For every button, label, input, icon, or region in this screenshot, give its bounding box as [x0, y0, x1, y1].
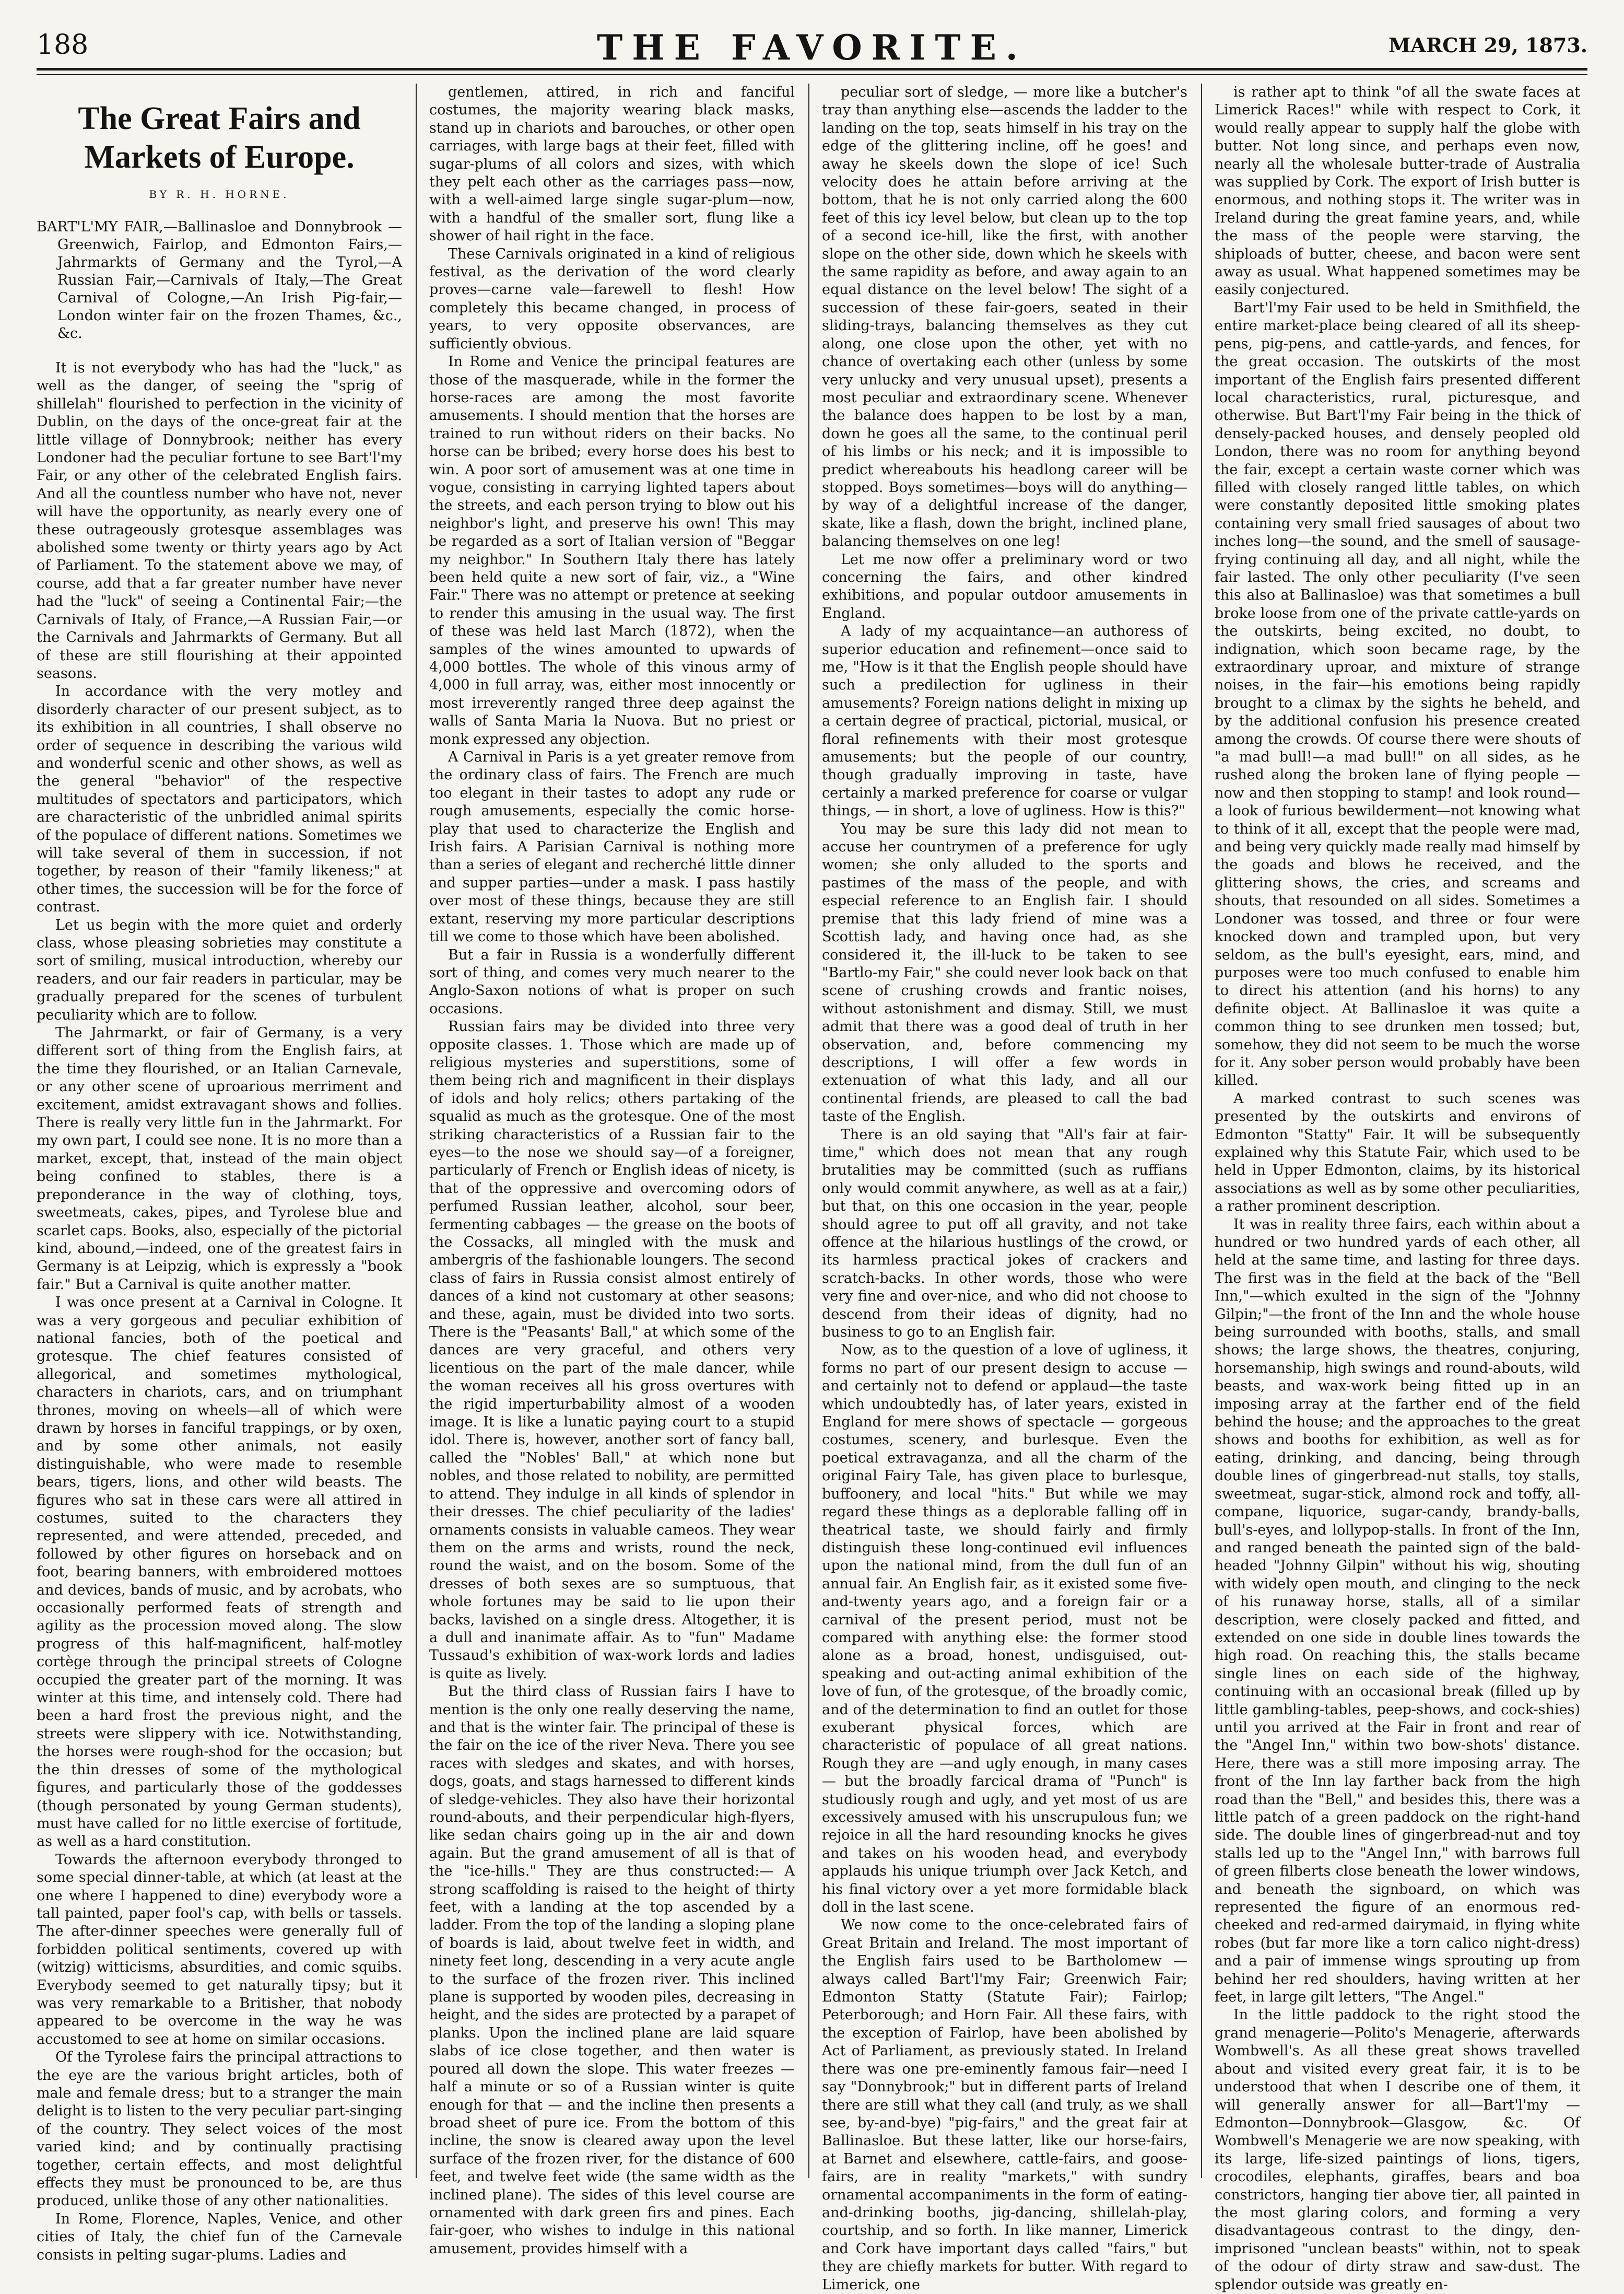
paragraph: I was once present at a Carnival in Cologne. It was a very gorgeous and peculiar exhibition of national fancies, both of the poetical and grotesque. The chief features consisted of allegorical, and sometimes mythological, characters in chariots, cars, and on triumphant thrones, moving on wheels—all of which were drawn by horses in fanciful trappings, or by oxen, and by some other animals, not easily distinguishable, who were made to resemble bears, tigers, lions, and other wild beasts. The figures who sat in these cars were all attired in costumes, suited to the characters they represented, and were attended, preceded, and followed by other figures on horseback and on foot, bearing banners, with embroidered mottoes and devices, bands of music, and by acrobats, who occasionally performed feats of strength and agility as the procession moved along. The slow progress of this half-magnificent, half-motley cortège through the principal streets of Cologne occupied the greater part of the morning. It was winter at this time, and intensely cold. There had been a hard frost the previous night, and the streets were slippery with ice. Notwithstanding, the horses were rough-shod for the occasion; but the thin dresses of some of the mythological figures, and particularly those of the goddesses (though personated by young German students), must have called for no little exercise of fortitude, as well as a hard constitution. — [37, 1294, 402, 1850]
paragraph: gentlemen, attired, in rich and fanciful costumes, the majority wearing black masks, stand up in chariots and barouches, or other open carriages, with large bags at their feet, filled with sugar-plums of all colors and sizes, with which they pelt each other as the carriages pass—now, with a well-aimed large single sugar-plum—now, with a handful of the smaller sort, flung like a shower of hail right in the face. — [429, 84, 795, 244]
paragraph: Towards the afternoon everybody thronged to some special dinner-table, at which (at least at the one where I happened to dine) everybody wore a tall painted, paper fool's cap, with bells or tassels. The after-dinner speeches were generally full of forbidden political sentiments, covered up with (witzig) witticisms, absurdities, and comic squibs. Everybody seemed to get naturally tipsy; but it was very remarkable to a Britisher, that nobody appeared to be overcome in the way he was accustomed to see at home on similar occasions. — [37, 1851, 402, 2047]
paragraph: It is not everybody who has had the "luck," as well as the danger, of seeing the "sprig of shillelah" flourished to perfection in the vicinity of Dublin, on the days of the once-great fair at the little village of Donnybrook; neither has every Londoner had the peculiar fortune to see Bart'l'my Fair, or any other of the celebrated English fairs. And all the countless number who have not, never will have the opportunity, as nearly every one of these outrageously grotesque assemblages was abolished some twenty or thirty years ago by Act of Parliament. To the statement above we may, of course, add that a far greater number have never had the "luck" of seeing a Continental Fair;—the Carnivals of Italy, of France,—A Russian Fair,—or the Carnivals and Jahrmarkts of Germany. But all of these are still flourishing at their appointed seasons. — [37, 360, 402, 682]
paragraph: In Rome, Florence, Naples, Venice, and other cities of Italy, the chief fun of the Carnevale consists in pelting sugar-plums. Ladies and — [37, 2210, 402, 2263]
paragraph: There is an old saying that "All's fair at fair-time," which does not mean that any rough brutalities may be committed (such as ruffians only would commit anywhere, as well as at a fair,) but that, on this one occasion in the year, people should agree to put off all gravity, and not take offence at the hilarious hustlings of the crowd, or its harmless practical jokes of crackers and scratch-backs. In other words, those who were very fine and over-nice, and who did not choose to descend from their ideas of dignity, had no business to go to an English fair. — [822, 1126, 1187, 1341]
paragraph: These Carnivals originated in a kind of religious festival, as the derivation of the word clearly proves—carne vale—farewell to flesh! How completely this became changed, in process of years, to very opposite observances, are sufficiently obvious. — [429, 245, 795, 352]
paragraph: Let us begin with the more quiet and orderly class, whose pleasing sobrieties may constitute a sort of smiling, musical introduction, whereby our readers, and our fair readers in particular, may be gradually prepared for the scenes of turbulent peculiarity which are to follow. — [37, 917, 402, 1023]
page-header — [37, 27, 1587, 68]
column-3-text — [822, 84, 1187, 2294]
paragraph: Now, as to the question of a love of ugliness, it forms no part of our present design to accuse —and certainly not to defend or applaud—the taste which undoubtedly has, of later years, existed in England for mere shows of spectacle — gorgeous costumes, scenery, and burlesque. Even the poetical extravaganza, and all the charm of the original Fairy Tale, has given place to burlesque, buffoonery, and local "hits." But while we may regard these things as a deplorable falling off in theatrical taste, we should fairly and firmly distinguish these long-continued evil influences upon the national mind, from the dull fun of an annual fair. An English fair, as it existed some five-and-twenty years ago, and a foreign fair or a carnival of the present period, must not be compared with anything else: the former stood alone as a broad, honest, undisguised, out-speaking and out-acting animal exhibition of the love of fun, of the grotesque, of the broadly comic, and of the determination to find an outlet for those exuberant physical forces, which are characteristic of populace of all great nations. Rough they are —and ugly enough, in many cases — but the broadly farcical drama of "Punch" is studiously rough and ugly, and yet most of us are excessively amused with his unscrupulous fun; we rejoice in all the hard resounding knocks he gives and takes on his wooden head, and everybody applauds his unique triumph over Jack Ketch, and his final victory over a yet more formidable black doll in the last scene. — [822, 1342, 1187, 1916]
paragraph: But a fair in Russia is a wonderfully different sort of thing, and comes very much nearer to the Anglo-Saxon notions of what is proper on such occasions. — [429, 946, 795, 1017]
paragraph: In Rome and Venice the principal features are those of the masquerade, while in the former the horse-races are among the most favorite amusements. I should mention that the horses are trained to run without riders on their backs. No horse can be bribed; every horse does his best to win. A poor sort of amusement was at one time in vogue, consisting in carrying lighted tapers about the streets, and each person trying to blow out his neighbor's light, and preserve his own! This may be regarded as a sort of Italian version of "Beggar my neighbor." In Southern Italy there has lately been held quite a new sort of fair, viz., a "Wine Fair." There was no attempt or pretence at seeking to render this amusing in the usual way. The first of these was held last March (1872), when the samples of the wines amounted to upwards of 4,000 bottles. The whole of this vinous army of 4,000 in full array, was, either most innocently or most irreverently ranged three deep against the walls of Santa Maria la Nuova. But no priest or monk expressed any objection. — [429, 354, 795, 747]
masthead: THE FAVORITE. — [597, 27, 1027, 68]
page-number: 188 — [37, 29, 89, 61]
paragraph: Of the Tyrolese fairs the principal attractions to the eye are the various bright articles, both of male and female dress; but to a stranger the main delight is to listen to the very peculiar part-singing of the country. They select voices of the most varied kind; and by continually practising together, certain effects, and most delightful effects they must be pronounced to be, are thus produced, unlike those of any other nationalities. — [37, 2049, 402, 2209]
paragraph: A lady of my acquaintance—an authoress of superior education and refinement—once said to me, "How is it that the English people should have such a predilection for ugliness in their amusements? Foreign nations delight in mixing up a certain degree of practical, pictorial, musical, or floral refinements with their most grotesque amusements; but the people of our country, though gradually improving in taste, have certainly a marked preference for coarse or vulgar things, — in short, a love of ugliness. How is this?" — [822, 623, 1187, 820]
paragraph: In accordance with the very motley and disorderly character of our present subject, as to its exhibition in all countries, I shall observe no order of sequence in describing the various wild and wonderful scenic and other shows, as well as the general "behavior" of the respective multitudes of spectators and participators, which are characteristic of the unbridled animal spirits of the populace of different nations. Sometimes we will take several of them in succession, if not together, by reason of their "family likeness;" at other times, the succession will be for the force of contrast. — [37, 683, 402, 916]
paragraph: Bart'l'my Fair used to be held in Smithfield, the entire market-place being cleared of all its sheep-pens, pig-pens, and cattle-yards, and fences, for the great occasion. The outskirts of the most important of the English fairs presented different local characteristics, rural, picturesque, and otherwise. But Bart'l'my Fair being in the thick of densely-packed houses, and densely peopled old London, there was no room for anything beyond the fair, except a certain waste corner which was filled with closely ranged little tables, on which were constantly deposited little smoking plates containing very small fried sausages of about two inches long—the sound, and the smell of sausage-frying continuing all day, and all night, while the fair lasted. The only other peculiarity (I've seen this also at Ballinasloe) was that sometimes a bull broke loose from one of the private cattle-yards on the outskirts, being excited, no doubt, to indignation, which soon became rage, by the extraordinary uproar, and mixture of strange noises, in the fair—his emotions being rapidly brought to a climax by the sights he beheld, and by the additional confusion his presence created among the crowds. Of course there were shouts of "a mad bull!—a mad bull!" on all sides, as he rushed along the broken lane of flying people —now and then stopping to stamp! and look round—a look of furious bewilderment—not knowing what to think of it all, except that the people were mad, and being very quickly made really mad himself by the goads and blows he received, and the glittering shows, the cries, and screams and shouts, that resounded on all sides. Sometimes a Londoner was tossed, and three or four were knocked down and trampled upon, but very seldom, as the bull's eyesight, ears, mind, and purposes were too much confused to enable him to direct his attention (and his horns) to any definite object. At Ballinasloe it was quite a common thing to see drunken men tossed; but, somehow, they did not seem to be much the worse for it. Any sober person would probably have been killed. — [1215, 299, 1580, 1089]
column-1-text — [37, 359, 402, 2264]
article-title: The Great Fairs and Markets of Europe. — [78, 101, 361, 175]
paragraph: A Carnival in Paris is a yet greater remove from the ordinary class of fairs. The French are much too elegant in their tastes to adopt any rude or rough amusements, especially the comic horse-play that used to characterize the English and Irish fairs. A Parisian Carnival is nothing more than a series of elegant and recherché little dinner and supper parties—under a mask. I pass hastily over most of these things, because they are still extant, reserving my more particular descriptions till we come to those which have been abolished. — [429, 749, 795, 945]
paragraph: It was in reality three fairs, each within about a hundred or two hundred yards of each other, all held at the same time, and lasting for three days. The first was in the field at the back of the "Bell Inn,"—which exulted in the sign of the "Johnny Gilpin;"—the front of the Inn and the whole house being surrounded with booths, stalls, and small shows; the large shows, the theatres, conjuring, horsemanship, high swings and round-abouts, wild beasts, and wax-work being fitted up in an imposing array at the farther end of the field behind the house; and the approaches to the great shows and booths for exhibition, as well as for eating, drinking, and dancing, being through double lines of gingerbread-nut stalls, toy stalls, sweetmeat, sugar-stick, almond rock and toffy, all-compane, liquorice, sugar-candy, brandy-balls, bull's-eyes, and lollypop-stalls. In front of the Inn, and ranged beneath the painted sign of the bald-headed "Johnny Gilpin" without his wig, shouting with widely open mouth, and clinging to the neck of his runaway horse, stalls, all of a similar description, were closely packed and fitted, and extended on one side in double lines towards the high road. On reaching this, the stalls became single lines on each side of the highway, continuing with an occasional break (filled up by little gambling-tables, peep-shows, and cock-shies) until you arrived at the Fair in front and rear of the "Angel Inn," within two bow-shots' distance. Here, there was a still more imposing array. The front of the Inn lay farther back from the high road than the "Bell," and besides this, there was a little patch of a green paddock on the right-hand side. The double lines of gingerbread-nut and toy stalls led up to the "Angel Inn," with barrows full of green filberts close beneath the lower windows, and beneath the signboard, on which was represented the figure of an enormous red-cheeked and red-armed dairymaid, in flying white robes (but far more like a torn calico night-dress) and a pair of immense wings sprouting up from behind her red shoulders, having written at her feet, in large gilt letters, "The Angel." — [1215, 1216, 1580, 2006]
paragraph: A marked contrast to such scenes was presented by the outskirts and environs of Edmonton "Statty" Fair. It will be subsequently explained why this Statute Fair, which used to be held in Upper Edmonton, claims, by its historical associations as well as by some other peculiarities, a rather prominent description. — [1215, 1090, 1580, 1215]
column-1 — [37, 84, 402, 2263]
paragraph: You may be sure this lady did not mean to accuse her countrymen of a preference for ugly women; she only alluded to the sports and pastimes of the mass of the people, and with especial reference to an English fair. I should premise that this lady friend of mine was a Scottish lady, and having once had, as she considered it, the ill-luck to be taken to see "Bartlo-my Fair," she could never look back on that scene of crushing crowds and frantic noises, without astonishment and dismay. Still, we must admit that there was a good deal of truth in her observation, and, before commencing my descriptions, I will offer a few words in extenuation of what this lady, and all our continental friends, are pleased to call the bad taste of the English. — [822, 821, 1187, 1125]
paragraph: Russian fairs may be divided into three very opposite classes. 1. Those which are made up of religious mysteries and superstitions, some of them being rich and magnificent in their displays of idols and holy relics; others partaking of the squalid as much as the grotesque. One of the most striking characteristics of a Russian fair to the eyes—to the nose we should say—of a foreigner, particularly of French or English ideas of nicety, is that of the oppressive and overcoming odors of perfumed Russian leather, alcohol, sour beer, fermenting cabbages — the grease on the boots of the Cossacks, all mingled with the musk and ambergris of the fashionable loungers. The second class of fairs in Russia consist almost entirely of dances of a kind not customary at other seasons; and these, again, must be divided into two sorts. There is the "Peasants' Ball," at which some of the dances are very graceful, and others very licentious on the part of the male dancer, while the woman receives all his gross overtures with the rigid imperturbability almost of a wooden image. It is like a lunatic paying court to a stupid idol. There is, however, another sort of fancy ball, called the "Nobles' Ball," at which none but nobles, and those related to nobility, are permitted to attend. They indulge in all kinds of splendor in their dresses. The chief peculiarity of the ladies' ornaments consists in valuable cameos. They wear them on the arms and wrists, round the neck, round the waist, and on the bosom. Some of the dresses of both sexes are so sumptuous, that whole fortunes may be said to lie upon their backs, lavished on a single dress. Altogether, it is a dull and inanimate affair. As to "fun" Madame Tussaud's exhibition of wax-work lords and ladies is quite as lively. — [429, 1019, 795, 1682]
paragraph: is rather apt to think "of all the swate faces at Limerick Races!" while with respect to Cork, it would really appear to supply half the globe with butter. Not long since, and perhaps even now, nearly all the wholesale butter-trade of Australia was supplied by Cork. The export of Irish butter is enormous, and nothing stops it. The writer was in Ireland during the great famine years, and, while the mass of the people were starving, the shiploads of butter, cheese, and bacon were sent away as usual. What happened sometimes may be easily conjectured. — [1215, 84, 1580, 298]
issue-date: MARCH 29, 1873. — [1388, 33, 1587, 57]
paragraph: The Jahrmarkt, or fair of Germany, is a very different sort of thing from the English fairs, at the time they flourished, or an Italian Carnevale, or any other scene of uproarious merriment and excitement, amidst extravagant shows and follies. There is really very little fun in the Jahrmarkt. For my own part, I could see none. It is no more than a market, except, that, instead of the main object being confined to stables, there is a preponderance in the way of clothing, toys, sweetmeats, cakes, pipes, and Tyrolese blue and scarlet caps. Books, also, especially of the pictorial kind, abound,—indeed, one of the greatest fairs in Germany is at Leipzig, which is expressly a "book fair." But a Carnival is quite another matter. — [37, 1025, 402, 1293]
paragraph: peculiar sort of sledge, — more like a butcher's tray than anything else—ascends the ladder to the landing on the top, seats himself in his tray on the edge of the glittering incline, off he goes! and away he skeels down the slope of ice! Such velocity does he attain before arriving at the bottom, that he is not only carried along the 600 feet of this icy level below, but clean up to the top of a second ice-hill, like the first, with another slope on the other side, down which he skeels with the same rapidity as before, and away again to an equal distance on the level below! The sight of a succession of these fair-goers, seated in their sliding-trays, balancing themselves as they cut along, one close upon the other, yet with no chance of overtaking each other (unless by some very unlucky and very unusual upset), presents a most peculiar and extraordinary scene. Whenever the balance does happen to be lost by a man, down he goes all the same, to the continual peril of his limbs or his neck; and it is impossible to predict whereabouts his headlong career will be stopped. Boys sometimes—boys will do anything—by way of a delightful increase of the danger, skate, like a flash, down the bright, inclined plane, balancing themselves on one leg! — [822, 84, 1187, 550]
paragraph: We now come to the once-celebrated fairs of Great Britain and Ireland. The most important of the English fairs used to be Bartholomew — always called Bart'l'my Fair; Greenwich Fair; Edmonton Statty (Statute Fair); Fairlop; Peterborough; and Horn Fair. All these fairs, with the exception of Fairlop, have been abolished by Act of Parliament, as previously stated. In Ireland there was one pre-eminently famous fair—need I say "Donnybrook;" but in different parts of Ireland there are still what they call (and truly, as we shall see, by-and-bye) "pig-fairs," and the great fair at Ballinasloe. But these latter, like our horse-fairs, at Barnet and elsewhere, cattle-fairs, and goose-fairs, are in reality "markets," with sundry ornamental accompaniments in the form of eating-and-drinking booths, jig-dancing, shillelah-play, courtship, and so forth. In like manner, Limerick and Cork have important days called "fairs," but they are chiefly markets for butter. With regard to Limerick, one — [822, 1917, 1187, 2293]
column-divider — [808, 84, 809, 2178]
column-2-text — [429, 84, 795, 2258]
article-byline: BY R. H. HORNE. — [149, 188, 290, 201]
column-2 — [429, 84, 795, 2257]
paragraph: In the little paddock to the right stood the grand menagerie—Polito's Menagerie, afterwards Wombwell's. As all these great shows travelled about and visited every great fair, it is to be understood that when I describe one of them, it will generally answer for all—Bart'l'my —Edmonton—Donnybrook—Glasgow, &c. Of Wombwell's Menagerie we are now speaking, with its large, life-sized paintings of lions, tigers, crocodiles, elephants, giraffes, bears and boa constrictors, hanging tier above tier, all painted in the most glaring colors, and forming a very disadvantageous contrast to the dingy, den-imprisoned "unclean beasts" within, not to speak of the odour of dirty straw and saw-dust. The splendor outside was greatly en- — [1215, 2007, 1580, 2293]
column-4 — [1215, 84, 1580, 2293]
column-4-text — [1215, 84, 1580, 2294]
column-divider — [416, 84, 417, 2178]
paragraph: But the third class of Russian fairs I have to mention is the only one really deserving the name, and that is the winter fair. The principal of these is the fair on the ice of the river Neva. There you see races with sledges and skates, and with horses, dogs, goats, and stags harnessed to different kinds of sledge-vehicles. They also have their horizontal round-abouts, and their perpendicular high-flyers, like sedan chairs going up in the air and down again. But the grand amusement of all is that of the "ice-hills." They are thus constructed:— A strong scaffolding is raised to the height of thirty feet, with a landing at the top ascended by a ladder. From the top of the landing a sloping plane of boards is laid, about twelve feet in width, and ninety feet long, descending in a very acute angle to the surface of the frozen river. This inclined plane is supported by wooden piles, decreasing in height, and the sides are protected by a parapet of planks. Upon the inclined plane are laid square slabs of ice close together, and then water is poured all down the slope. This water freezes — half a minute or so of a Russian winter is quite enough for that — and the incline then presents a broad sheet of pure ice. From the bottom of this incline, the snow is cleared away upon the level surface of the frozen river, for the distance of 600 feet, and twelve feet wide (the same width as the inclined plane). The sides of this level course are ornamented with dark green firs and pines. Each fair-goer, who wishes to indulge in this national amusement, provides himself with a — [429, 1683, 795, 2257]
masthead-rule-thick — [37, 68, 1587, 71]
article-summary: BART'L'MY FAIR,—Ballinasloe and Donnybrook — Greenwich, Fairlop, and Edmonton Fairs,—Jahrmarkts of Germany and the Tyrol,—A Russian Fair,—Carnivals of Italy,—The Great Carnival of Cologne,—An Irish Pig-fair,—London winter fair on the frozen Thames, &c., &c. — [37, 219, 402, 342]
masthead-rule-thin — [37, 74, 1587, 75]
paragraph: Let me now offer a preliminary word or two concerning the fairs, and other kindred exhibitions, and popular outdoor amusements in England. — [822, 551, 1187, 622]
column-divider — [1201, 84, 1202, 2178]
column-3 — [822, 84, 1187, 2293]
